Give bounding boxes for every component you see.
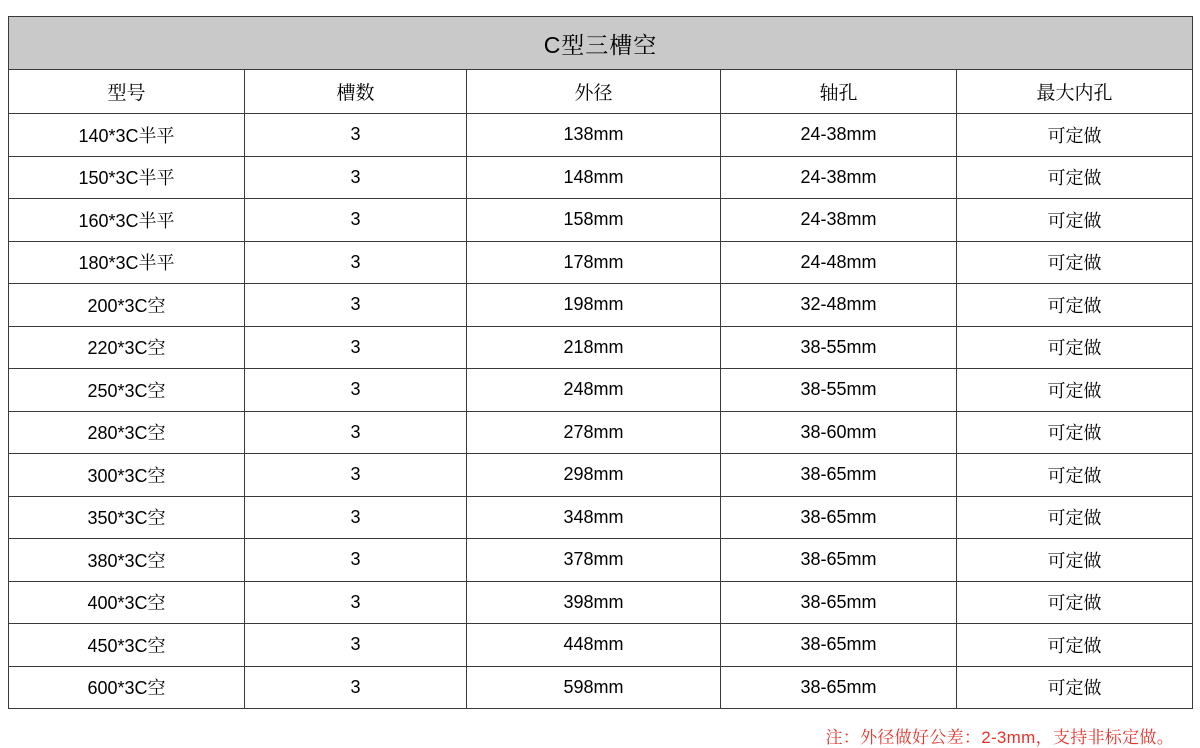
column-header-groove-count: 槽数	[245, 70, 467, 114]
table-row	[9, 624, 1193, 667]
cell-groove-count: 3	[245, 581, 467, 624]
cell-outer-diameter: 158mm	[467, 199, 721, 242]
tolerance-note: 注：外径做好公差：2-3mm，支持非标定做。	[825, 728, 1174, 747]
cell-model: 380*3C空	[9, 539, 245, 582]
cell-outer-diameter: 298mm	[467, 454, 721, 497]
cell-outer-diameter: 598mm	[467, 666, 721, 709]
cell-groove-count: 3	[245, 284, 467, 327]
cell-max-bore: 可定做	[957, 199, 1193, 242]
table-header	[9, 17, 1193, 114]
cell-groove-count: 3	[245, 241, 467, 284]
column-header-max-bore: 最大内孔	[957, 70, 1193, 114]
cell-max-bore: 可定做	[957, 369, 1193, 412]
cell-max-bore: 可定做	[957, 241, 1193, 284]
table-title: C型三槽空	[9, 17, 1193, 70]
cell-max-bore: 可定做	[957, 496, 1193, 539]
cell-max-bore: 可定做	[957, 454, 1193, 497]
cell-groove-count: 3	[245, 454, 467, 497]
cell-groove-count: 3	[245, 369, 467, 412]
cell-groove-count: 3	[245, 199, 467, 242]
cell-shaft-bore: 38-55mm	[721, 326, 957, 369]
table-row	[9, 114, 1193, 157]
cell-model: 450*3C空	[9, 624, 245, 667]
cell-groove-count: 3	[245, 539, 467, 582]
cell-shaft-bore: 38-65mm	[721, 496, 957, 539]
cell-outer-diameter: 178mm	[467, 241, 721, 284]
table-row	[9, 496, 1193, 539]
cell-model: 600*3C空	[9, 666, 245, 709]
cell-outer-diameter: 248mm	[467, 369, 721, 412]
table-row	[9, 284, 1193, 327]
cell-outer-diameter: 448mm	[467, 624, 721, 667]
cell-max-bore: 可定做	[957, 539, 1193, 582]
cell-outer-diameter: 198mm	[467, 284, 721, 327]
cell-outer-diameter: 348mm	[467, 496, 721, 539]
cell-max-bore: 可定做	[957, 284, 1193, 327]
specification-table	[8, 16, 1193, 709]
cell-max-bore: 可定做	[957, 326, 1193, 369]
cell-model: 160*3C半平	[9, 199, 245, 242]
table-row	[9, 411, 1193, 454]
table-row	[9, 454, 1193, 497]
cell-outer-diameter: 278mm	[467, 411, 721, 454]
cell-model: 220*3C空	[9, 326, 245, 369]
column-header-outer-diameter: 外径	[467, 70, 721, 114]
cell-model: 140*3C半平	[9, 114, 245, 157]
cell-model: 400*3C空	[9, 581, 245, 624]
cell-max-bore: 可定做	[957, 411, 1193, 454]
cell-outer-diameter: 218mm	[467, 326, 721, 369]
cell-outer-diameter: 378mm	[467, 539, 721, 582]
cell-max-bore: 可定做	[957, 114, 1193, 157]
cell-model: 180*3C半平	[9, 241, 245, 284]
cell-outer-diameter: 398mm	[467, 581, 721, 624]
table-row	[9, 539, 1193, 582]
table-row	[9, 581, 1193, 624]
cell-max-bore: 可定做	[957, 156, 1193, 199]
cell-shaft-bore: 24-38mm	[721, 156, 957, 199]
cell-model: 250*3C空	[9, 369, 245, 412]
column-header-model: 型号	[9, 70, 245, 114]
cell-model: 300*3C空	[9, 454, 245, 497]
table-column-header-row	[9, 70, 1193, 114]
cell-shaft-bore: 38-65mm	[721, 539, 957, 582]
cell-model: 350*3C空	[9, 496, 245, 539]
table-row	[9, 369, 1193, 412]
cell-shaft-bore: 38-65mm	[721, 581, 957, 624]
cell-groove-count: 3	[245, 624, 467, 667]
column-header-shaft-bore: 轴孔	[721, 70, 957, 114]
cell-outer-diameter: 148mm	[467, 156, 721, 199]
cell-groove-count: 3	[245, 666, 467, 709]
cell-model: 150*3C半平	[9, 156, 245, 199]
cell-groove-count: 3	[245, 326, 467, 369]
table-row	[9, 199, 1193, 242]
cell-shaft-bore: 38-65mm	[721, 454, 957, 497]
table-row	[9, 241, 1193, 284]
cell-shaft-bore: 32-48mm	[721, 284, 957, 327]
table-row	[9, 156, 1193, 199]
cell-groove-count: 3	[245, 496, 467, 539]
cell-groove-count: 3	[245, 114, 467, 157]
cell-max-bore: 可定做	[957, 624, 1193, 667]
table-title-row	[9, 17, 1193, 70]
cell-model: 200*3C空	[9, 284, 245, 327]
cell-shaft-bore: 38-55mm	[721, 369, 957, 412]
cell-shaft-bore: 38-65mm	[721, 624, 957, 667]
table-row	[9, 666, 1193, 709]
cell-shaft-bore: 24-48mm	[721, 241, 957, 284]
cell-groove-count: 3	[245, 411, 467, 454]
cell-shaft-bore: 38-60mm	[721, 411, 957, 454]
cell-max-bore: 可定做	[957, 581, 1193, 624]
cell-shaft-bore: 24-38mm	[721, 114, 957, 157]
cell-shaft-bore: 38-65mm	[721, 666, 957, 709]
cell-shaft-bore: 24-38mm	[721, 199, 957, 242]
table-body	[9, 114, 1193, 709]
cell-outer-diameter: 138mm	[467, 114, 721, 157]
cell-groove-count: 3	[245, 156, 467, 199]
table-row	[9, 326, 1193, 369]
cell-max-bore: 可定做	[957, 666, 1193, 709]
cell-model: 280*3C空	[9, 411, 245, 454]
